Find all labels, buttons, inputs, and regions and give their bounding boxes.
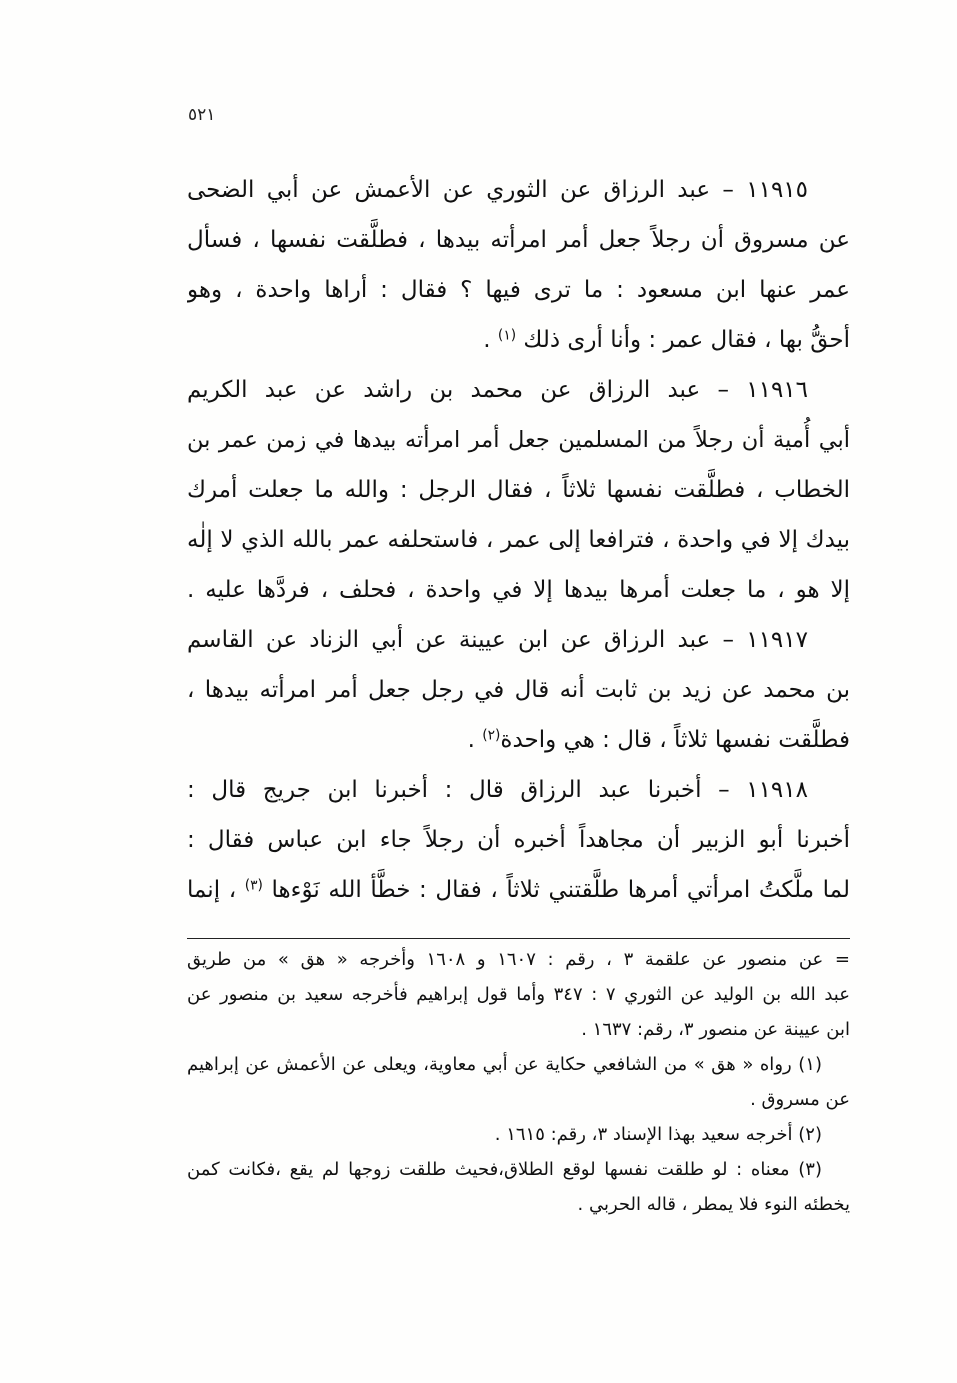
line-text: رواه « هق » من الشافعي حكاية عن أبي معاوية، ويعلى عن الأعمش عن إبراهيم: [187, 1054, 792, 1075]
footnote-line: [187, 1117, 850, 1152]
footnote-line: [187, 1082, 850, 1117]
hadith-entry: [187, 615, 850, 765]
main-text: [187, 165, 850, 915]
footnote-line: [187, 1152, 850, 1187]
line-text: عبد الله بن الوليد عن الثوري ٧ : ٣٤٧ وأما قول إبراهيم فأخرجه سعيد بن منصور عن: [187, 984, 850, 1005]
hadith-entry: [187, 165, 850, 365]
footnote-line: [187, 1012, 850, 1047]
line-text: – عبد الرزاق عن الثوري عن الأعمش عن أبي الضحى: [187, 177, 734, 203]
line-text: يخطئه النوء فلا يمطر ، قاله الحربي .: [577, 1194, 850, 1215]
footnote-line: [187, 942, 850, 977]
line-text: الخطاب ، فطلَّقت نفسها ثلاثاً ، فقال الرجل : والله ما جعلت أمرك: [187, 477, 850, 503]
text-line: [187, 715, 850, 765]
line-text: .: [483, 327, 498, 353]
text-line: [187, 665, 850, 715]
line-text: .: [467, 727, 483, 753]
line-text: أحقُّ بها ، فقال عمر : وأنا أرى ذلك: [516, 327, 850, 353]
footnote-marker: (١): [798, 1054, 822, 1075]
text-line: [187, 765, 850, 815]
text-line: [187, 465, 850, 515]
footnote: [187, 1152, 850, 1222]
line-text: عمر عنها ابن مسعود : ما ترى فيها ؟ فقال : أراها واحدة ، وهو: [187, 277, 850, 303]
footnote-line: [187, 1187, 850, 1222]
hadith-number: ١١٩١٥: [746, 177, 809, 203]
text-line: [187, 815, 850, 865]
line-text: معناه : لو طلقت نفسها لوقع الطلاق،فحيث طلقت زوجها لم يقع ،فكانت كمن: [187, 1159, 790, 1180]
line-text: أبي أُمية أن رجلاً من المسلمين جعل أمر امرأته بيدها في زمن عمر بن: [187, 427, 850, 453]
footnote-continuation: [187, 942, 850, 1047]
footnote-line: [187, 1047, 850, 1082]
text-line: [187, 565, 850, 615]
footnote: [187, 1117, 850, 1152]
line-text: أخرجه سعيد بهذا الإسناد ٣، رقم: ١٦١٥ .: [494, 1124, 793, 1145]
footnote-marker: (٢): [798, 1124, 822, 1145]
text-line: [187, 265, 850, 315]
hadith-entry: [187, 365, 850, 615]
hadith-number: ١١٩١٦: [746, 377, 809, 403]
line-text: إلا هو ، ما جعلت أمرها بيدها إلا في واحدة ، فحلف ، فردَّها عليه .: [187, 577, 850, 603]
footnote-ref: (٢): [482, 727, 501, 744]
line-text: – عبد الرزاق عن محمد بن راشد عن عبد الكريم: [187, 377, 729, 403]
footnote-ref: (٣): [244, 877, 263, 894]
text-line: [187, 615, 850, 665]
line-text: عن مسروق أن رجلاً جعل أمر امرأته بيدها ، فطلَّقت نفسها ، فسأل: [187, 227, 850, 253]
text-line: [187, 515, 850, 565]
page-number: ٥٢١: [188, 105, 216, 125]
hadith-entry: [187, 765, 850, 915]
line-text: ابن عيينة عن منصور ٣، رقم: ١٦٣٧ .: [581, 1019, 850, 1040]
footnote-line: [187, 977, 850, 1012]
footnote-marker: (٣): [798, 1159, 822, 1180]
line-text: أخبرنا أبو الزبير أن مجاهداً أخبره أن رجلاً جاء ابن عباس فقال :: [187, 827, 850, 853]
footnotes: [187, 942, 850, 1222]
footnote-ref: (١): [497, 327, 517, 344]
text-line: [187, 315, 850, 365]
text-line: [187, 165, 850, 215]
line-text: ، إنما: [187, 877, 245, 903]
footnote-separator: [187, 938, 850, 939]
line-text: عن مسروق .: [750, 1089, 850, 1110]
line-text: – عبد الرزاق عن ابن عيينة عن أبي الزناد عن القاسم: [187, 627, 734, 653]
line-text: بيدك إلا في واحدة ، فترافعا إلى عمر ، فاستحلفه عمر بالله الذي لا إلٰه: [187, 527, 850, 553]
hadith-number: ١١٩١٧: [746, 627, 808, 653]
text-line: [187, 415, 850, 465]
text-line: [187, 365, 850, 415]
line-text: لما ملَّكتُ امرأتي أمرها طلَّقتني ثلاثاً ، فقال : خطَّأ الله نَوْءها: [262, 877, 850, 903]
hadith-number: ١١٩١٨: [746, 777, 808, 803]
line-text: – أخبرنا عبد الرزاق قال : أخبرنا ابن جريج قال :: [187, 777, 730, 803]
text-line: [187, 865, 850, 915]
text-line: [187, 215, 850, 265]
line-text: بن محمد عن زيد بن ثابت أنه قال في رجل جعل أمر امرأته بيدها ،: [187, 677, 850, 703]
line-text: = عن منصور عن علقمة ٣ ، رقم : ١٦٠٧ و ١٦٠٨ وأخرجه « هق » من طريق: [187, 949, 850, 970]
footnote: [187, 1047, 850, 1117]
line-text: فطلَّقت نفسها ثلاثاً ، قال : هي واحدة: [500, 727, 850, 753]
